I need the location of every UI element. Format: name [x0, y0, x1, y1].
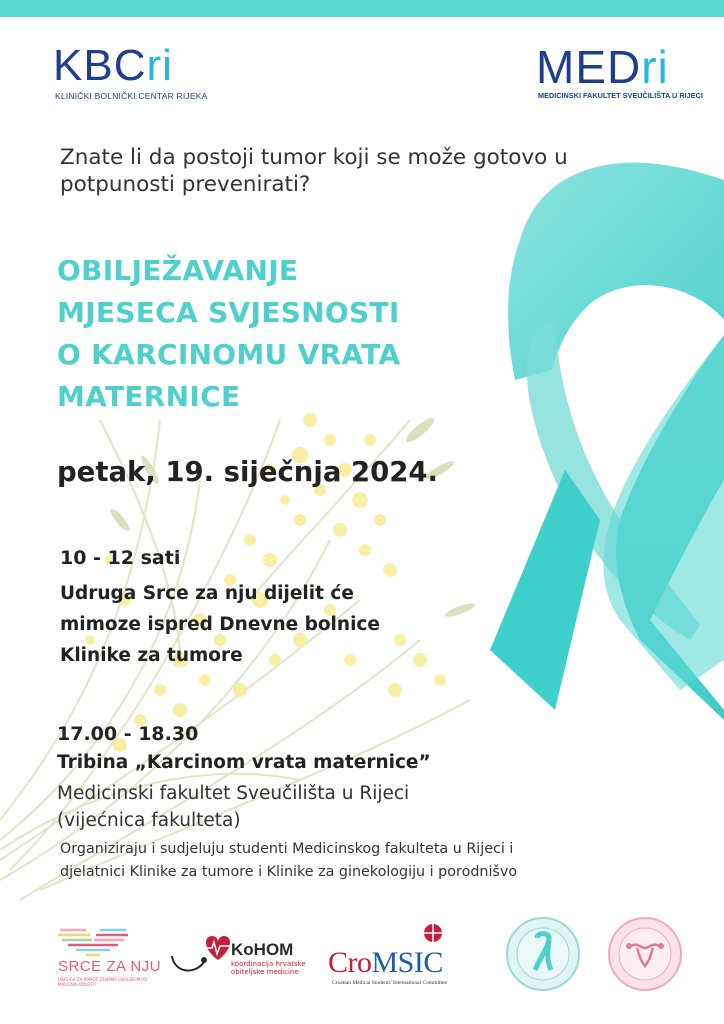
- event1-line: mimoze ispred Dnevne bolnice: [60, 614, 380, 635]
- event1-time: 10 - 12 sati: [60, 547, 181, 569]
- medri-logo: MEDri: [536, 41, 669, 93]
- ribbon-badge-icon: [505, 916, 581, 992]
- uterus-badge-icon: [607, 916, 683, 992]
- cromsic-globe-icon: [422, 922, 444, 948]
- cromsic-logo-text: CroMSIC: [328, 946, 443, 979]
- event1-line: Klinike za tumore: [60, 645, 243, 666]
- event2-time: 17.00 - 18.30: [57, 723, 199, 745]
- event-title: [57, 250, 497, 418]
- kbcri-logo: KBCri: [53, 41, 173, 90]
- event2-organizers: [60, 838, 680, 884]
- srce-za-nju-logo-text: SRCE ZA NJU: [58, 958, 162, 975]
- event2-location: [57, 780, 577, 834]
- title-line: O KARCINOMU VRATA: [57, 338, 401, 371]
- organizer-line: djelatnici Klinike za tumore i Klinike za ginekologiju i porodnišvo: [60, 864, 518, 880]
- medri-logo-subtitle: MEDICINSKI FAKULTET SVEUČILIŠTA U RIJECI: [538, 91, 703, 100]
- srce-za-nju-logo-subtitle: UDRUGA ZA POMOĆ ŽENAMA OBOLJELIM OD MALIGNIH BOLESTI: [58, 977, 148, 987]
- cromsic-logo-subtitle: Croatian Medical Students' International Committee: [332, 980, 447, 986]
- event1-line: Udruga Srce za nju dijelit će: [60, 583, 354, 604]
- title-line: MJESECA SVJESNOSTI: [57, 296, 400, 329]
- event-date: petak, 19. siječnja 2024.: [57, 456, 438, 488]
- kohom-logo-text: KoHOM: [231, 940, 294, 959]
- srce-za-nju-heart-icon: [56, 922, 130, 958]
- kohom-logo-subtitle: koordinacija hrvatske obiteljske medicine: [231, 960, 306, 976]
- kbcri-logo-subtitle: KLINIČKI BOLNIČKI CENTAR RIJEKA: [55, 91, 208, 101]
- organizer-line: Organiziraju i sudjeluju studenti Medicinskog fakulteta u Rijeci i: [60, 841, 514, 857]
- intro-question: Znate li da postoji tumor koji se može gotovo u potpunosti prevenirati?: [60, 145, 568, 197]
- event1-description: [60, 578, 500, 671]
- event2-location-line: Medicinski fakultet Sveučilišta u Rijeci: [57, 783, 410, 804]
- kohom-heart-stethoscope-icon: [170, 932, 232, 980]
- event2-location-line: (vijećnica fakulteta): [57, 810, 241, 831]
- event2-title: Tribina „Karcinom vrata maternice”: [57, 752, 431, 773]
- title-line: OBILJEŽAVANJE: [57, 254, 299, 287]
- title-line: MATERNICE: [57, 380, 241, 413]
